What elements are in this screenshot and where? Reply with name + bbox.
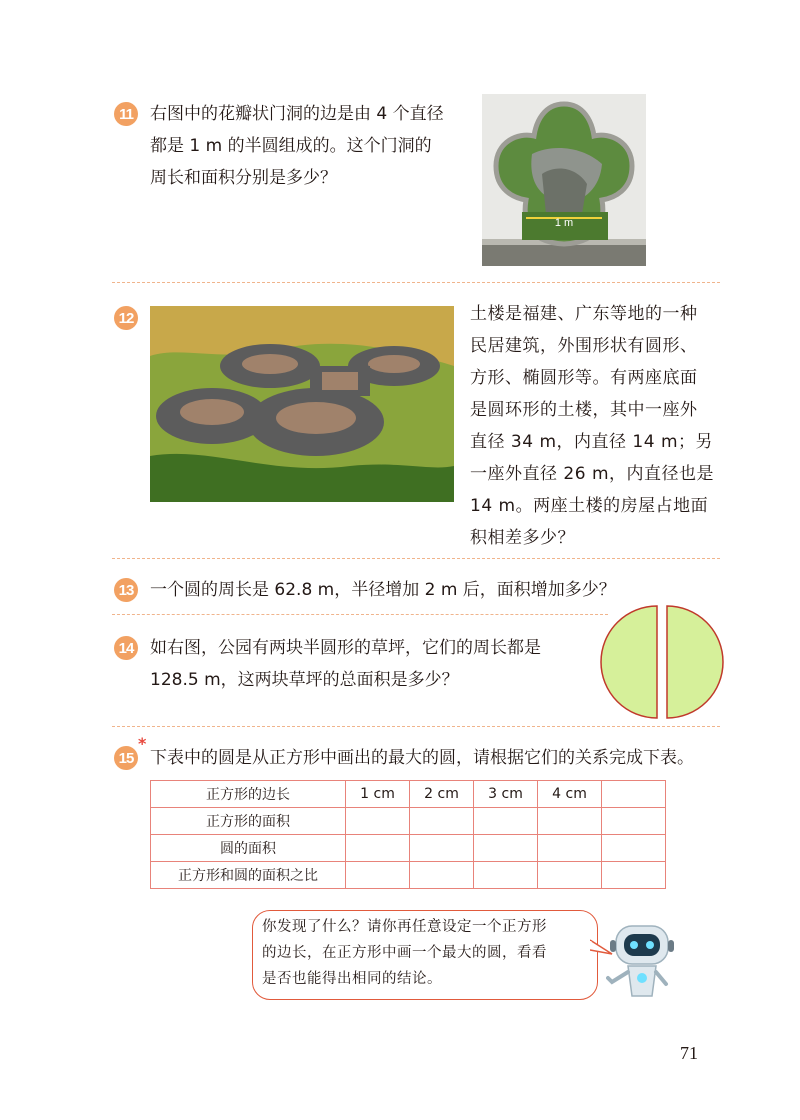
table-cell[interactable] bbox=[602, 808, 666, 835]
divider-3 bbox=[112, 614, 608, 615]
problem-14-line-2: 128.5 m，这两块草坪的总面积是多少？ bbox=[150, 670, 459, 690]
table-row bbox=[151, 808, 666, 835]
problem-12-line-8: 积相差多少？ bbox=[470, 528, 575, 548]
table-header-cell: 3 cm bbox=[474, 781, 538, 808]
table-cell[interactable] bbox=[410, 808, 474, 835]
problem-12-line-7: 14 m。两座土楼的房屋占地面 bbox=[470, 496, 709, 516]
table-header-cell: 正方形的边长 bbox=[151, 781, 346, 808]
divider-4 bbox=[112, 726, 720, 727]
problem-12-number: 12 bbox=[114, 306, 138, 330]
problem-12-line-3: 方形、椭圆形等。有两座底面 bbox=[470, 368, 698, 388]
problem-12-line-6: 一座外直径 26 m，内直径也是 bbox=[470, 464, 714, 484]
right-lawn bbox=[667, 606, 723, 718]
problem-12-line-2: 民居建筑，外围形状有圆形、 bbox=[470, 336, 698, 356]
table-header-cell: 4 cm bbox=[538, 781, 602, 808]
table-row-label: 正方形的面积 bbox=[151, 808, 346, 835]
problem-11-line-3: 周长和面积分别是多少？ bbox=[150, 168, 337, 188]
left-lawn bbox=[601, 606, 657, 718]
problem-11-text bbox=[150, 98, 444, 194]
bubble-line-3: 是否也能得出相同的结论。 bbox=[262, 971, 442, 987]
problem-11-number: 11 bbox=[114, 102, 138, 126]
problem-12-line-5: 直径 34 m，内直径 14 m；另 bbox=[470, 432, 713, 452]
table-cell[interactable] bbox=[538, 862, 602, 889]
table-cell[interactable] bbox=[602, 835, 666, 862]
robot-mascot-icon bbox=[606, 920, 678, 1000]
problem-15-line-1: 下表中的圆是从正方形中画出的最大的圆，请根据它们的关系完成下表。 bbox=[150, 748, 694, 768]
table-cell[interactable] bbox=[410, 862, 474, 889]
gate-diameter-label: 1 m bbox=[554, 217, 574, 229]
bubble-line-2: 的边长，在正方形中画一个最大的圆，看看 bbox=[262, 945, 547, 961]
divider-2 bbox=[112, 558, 720, 559]
table-header-cell: 2 cm bbox=[410, 781, 474, 808]
divider-1 bbox=[112, 282, 720, 283]
problem-14-line-1: 如右图，公园有两块半圆形的草坪，它们的周长都是 bbox=[150, 638, 541, 658]
moon-gate-photo bbox=[482, 94, 646, 266]
page-number: 71 bbox=[680, 1043, 698, 1063]
speech-bubble-text bbox=[262, 914, 592, 992]
table-row bbox=[151, 862, 666, 889]
square-circle-table bbox=[150, 780, 666, 889]
bubble-line-1: 你发现了什么？请你再任意设定一个正方形 bbox=[262, 919, 547, 935]
table-cell[interactable] bbox=[538, 835, 602, 862]
table-header-cell bbox=[602, 781, 666, 808]
semicircle-lawns-figure bbox=[598, 604, 728, 720]
table-header-cell: 1 cm bbox=[346, 781, 410, 808]
problem-11-line-2: 都是 1 m 的半圆组成的。这个门洞的 bbox=[150, 136, 432, 156]
problem-14-number: 14 bbox=[114, 636, 138, 660]
problem-13-number: 13 bbox=[114, 578, 138, 602]
table-cell[interactable] bbox=[346, 808, 410, 835]
table-cell[interactable] bbox=[410, 835, 474, 862]
problem-13-line-1: 一个圆的周长是 62.8 m，半径增加 2 m 后，面积增加多少？ bbox=[150, 580, 616, 600]
table-cell[interactable] bbox=[474, 808, 538, 835]
table-row bbox=[151, 835, 666, 862]
table-row-label: 正方形和圆的面积之比 bbox=[151, 862, 346, 889]
table-cell[interactable] bbox=[538, 808, 602, 835]
table-row-label: 圆的面积 bbox=[151, 835, 346, 862]
table-cell[interactable] bbox=[346, 835, 410, 862]
table-cell[interactable] bbox=[602, 862, 666, 889]
problem-14-text bbox=[150, 632, 541, 696]
problem-15-number: 15 bbox=[114, 746, 138, 770]
table-cell[interactable] bbox=[474, 835, 538, 862]
problem-12-text bbox=[470, 298, 714, 554]
table-cell[interactable] bbox=[346, 862, 410, 889]
problem-12-line-4: 是圆环形的土楼，其中一座外 bbox=[470, 400, 698, 420]
tulou-photo bbox=[150, 306, 454, 502]
problem-12-line-1: 土楼是福建、广东等地的一种 bbox=[470, 304, 698, 324]
table-cell[interactable] bbox=[474, 862, 538, 889]
challenge-star: * bbox=[138, 734, 147, 753]
table-row bbox=[151, 781, 666, 808]
problem-11-line-1: 右图中的花瓣状门洞的边是由 4 个直径 bbox=[150, 104, 444, 124]
